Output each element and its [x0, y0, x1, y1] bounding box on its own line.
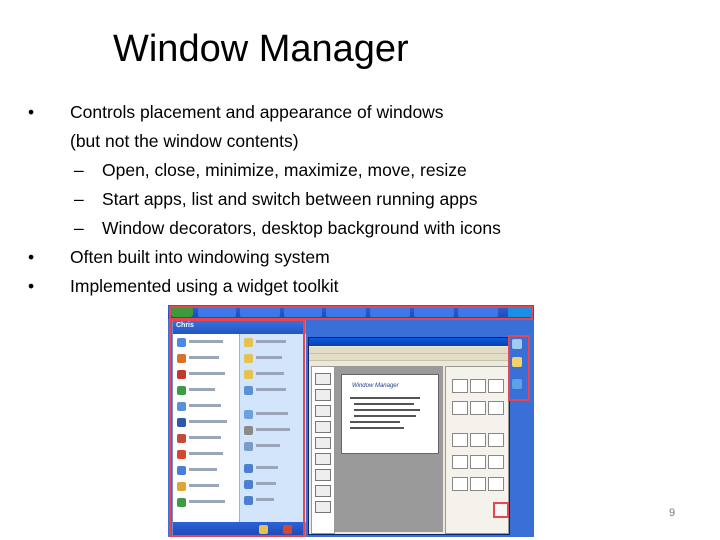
- sub-bullet-text: Window decorators, desktop background with icons: [102, 218, 501, 238]
- start-menu-user: Chris: [176, 322, 194, 329]
- bullet-list: [28, 98, 708, 301]
- slide-thumbnail: [315, 485, 331, 497]
- embedded-slide-line: [354, 403, 414, 405]
- embedded-slide-title: Window Manager: [352, 383, 399, 389]
- layout-option: [452, 379, 468, 393]
- bullet-mark: •: [28, 276, 35, 296]
- toolbar: [309, 354, 509, 361]
- bullet-text: (but not the window contents): [70, 131, 299, 151]
- sub-bullet-item: [28, 156, 708, 185]
- slide-thumbnail: [315, 469, 331, 481]
- bullet-text: Often built into windowing system: [70, 247, 330, 267]
- layout-option: [452, 477, 468, 491]
- slide-thumbnail: [315, 453, 331, 465]
- recycle-bin-highlight: [493, 502, 509, 518]
- layout-option: [452, 455, 468, 469]
- layout-option: [488, 477, 504, 491]
- application-window: [308, 337, 510, 535]
- embedded-slide-line: [350, 397, 420, 399]
- embedded-slide: [341, 374, 439, 454]
- layout-option: [452, 401, 468, 415]
- layout-option: [488, 401, 504, 415]
- layout-option: [488, 379, 504, 393]
- sub-bullet-text: Open, close, minimize, maximize, move, resize: [102, 160, 467, 180]
- page-number: 9: [669, 507, 676, 519]
- embedded-slide-line: [350, 427, 404, 429]
- slide-editing-area: [335, 366, 443, 532]
- dash-mark: –: [74, 189, 84, 209]
- embedded-slide-line: [350, 421, 400, 423]
- embedded-slide-line: [354, 409, 420, 411]
- embedded-slide-line: [354, 415, 416, 417]
- slide-thumbnail: [315, 421, 331, 433]
- sub-bullet-item: [28, 214, 708, 243]
- slide-thumbnail: [315, 389, 331, 401]
- bullet-mark: •: [28, 247, 35, 267]
- layout-option: [470, 455, 486, 469]
- bullet-text: Controls placement and appearance of windows: [70, 102, 444, 122]
- desktop-icons-highlight: [508, 335, 530, 401]
- slide-thumbnail: [315, 405, 331, 417]
- menu-bar: [309, 347, 509, 354]
- start-menu-highlight: [169, 319, 305, 537]
- slide-thumbnails-pane: [311, 366, 335, 534]
- layout-option: [488, 433, 504, 447]
- desktop-screenshot: [168, 305, 534, 537]
- window-title-bar: [309, 338, 509, 346]
- sub-bullet-text: Start apps, list and switch between running apps: [102, 189, 478, 209]
- bullet-item: [28, 98, 708, 127]
- dash-mark: –: [74, 218, 84, 238]
- slide-thumbnail: [315, 501, 331, 513]
- bullet-item: [28, 243, 708, 272]
- sub-bullet-item: [28, 185, 708, 214]
- bullet-continuation: [28, 127, 708, 156]
- layout-option: [470, 401, 486, 415]
- layout-option: [470, 477, 486, 491]
- slide-thumbnail: [315, 437, 331, 449]
- layout-option: [452, 433, 468, 447]
- slide-title: Window Manager: [113, 28, 409, 70]
- bullet-mark: •: [28, 102, 35, 122]
- layout-option: [470, 379, 486, 393]
- dash-mark: –: [74, 160, 84, 180]
- layout-option: [470, 433, 486, 447]
- bullet-text: Implemented using a widget toolkit: [70, 276, 339, 296]
- slide-thumbnail: [315, 373, 331, 385]
- layout-option: [488, 455, 504, 469]
- bullet-item: [28, 272, 708, 301]
- taskbar-highlight: [169, 306, 533, 320]
